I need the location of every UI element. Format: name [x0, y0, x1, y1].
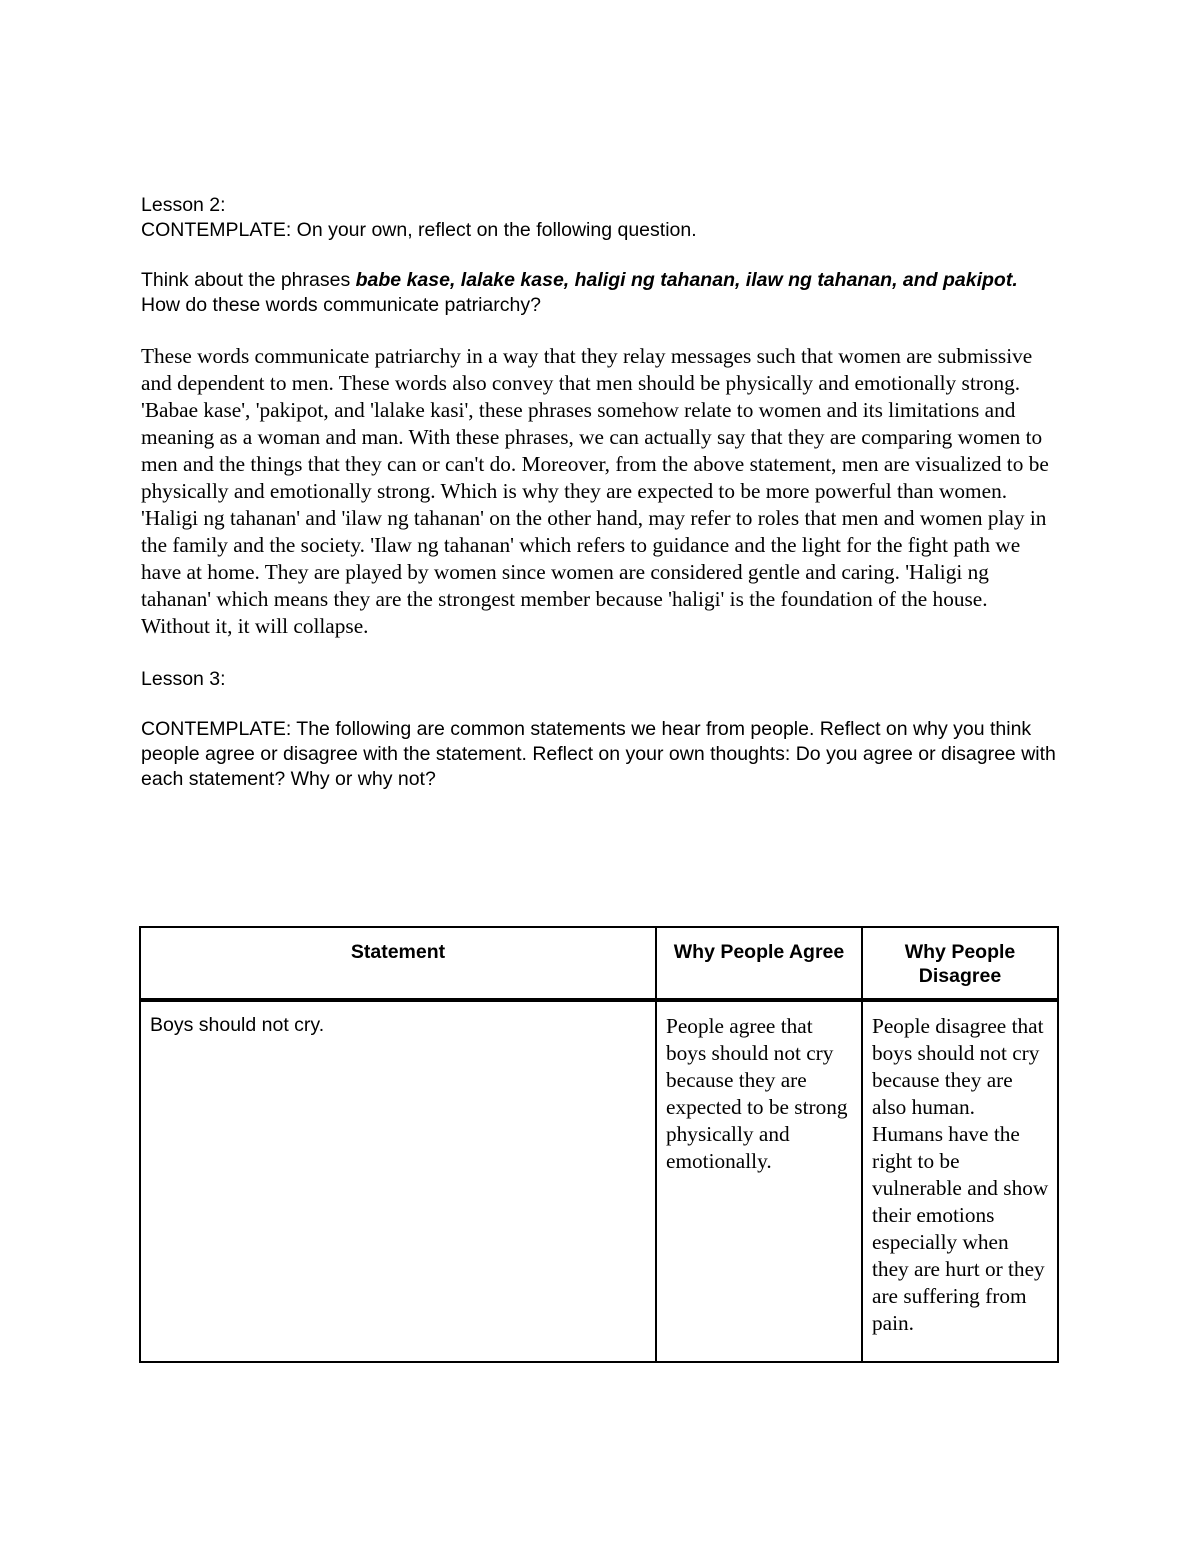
lesson2-instruction: CONTEMPLATE: On your own, reflect on the following question. [141, 219, 697, 241]
lesson3-heading: Lesson 3: [141, 668, 226, 690]
header-statement: Statement [140, 927, 656, 1000]
header-why-disagree: Why People Disagree [862, 927, 1058, 1000]
lesson2-question: How do these words communicate patriarchy? [141, 294, 541, 316]
document-body [141, 193, 1061, 792]
table-row [140, 1000, 1058, 1362]
cell-statement: Boys should not cry. [140, 1000, 656, 1362]
table-header-row [140, 927, 1058, 1000]
lesson2-prompt [141, 268, 1061, 293]
lesson2-answer: These words communicate patriarchy in a way that they relay messages such that women are submissive and dependent to men. These words also convey that men should be physically and emotionally strong. 'Babae kase', 'pakipot, and 'lalake kasi', these phrases somehow relate to women and its limitations and meaning as a woman and man. With these phrases, we can actually say that they are comparing women to men and the things that they can or can't do. Moreover, from the above statement, men are visualized to be physically and emotionally strong. Which is why they are expected to be more powerful than women. 'Haligi ng tahanan' and 'ilaw ng tahanan' on the other hand, may refer to roles that men and women play in the family and the society. 'Ilaw ng tahanan' which refers to guidance and the light for the fight path we have at home. They are played by women since women are considered gentle and caring. 'Haligi ng tahanan' which means they are the strongest member because 'haligi' is the foundation of the house. Without it, it will collapse. [141, 344, 1049, 638]
lesson2-prompt-phrases: babe kase, lalake kase, haligi ng tahanan, ilaw ng tahanan, and pakipot. [355, 269, 1018, 291]
cell-why-disagree: People disagree that boys should not cry because they are also human. Humans have the right to be vulnerable and show their emotions especially when they are hurt or they are suffering from pain. [862, 1000, 1058, 1362]
lesson3-instruction: CONTEMPLATE: The following are common statements we hear from people. Reflect on why you think people agree or disagree with the statement. Reflect on your own thoughts: Do you agree or disagree with each statement? Why or why not? [141, 718, 1056, 790]
statements-table [139, 926, 1059, 1363]
header-why-agree: Why People Agree [656, 927, 862, 1000]
cell-why-agree: People agree that boys should not cry because they are expected to be strong physically and emotionally. [656, 1000, 862, 1362]
lesson2-heading: Lesson 2: [141, 194, 226, 216]
lesson2-prompt-prefix: Think about the phrases [141, 269, 356, 291]
